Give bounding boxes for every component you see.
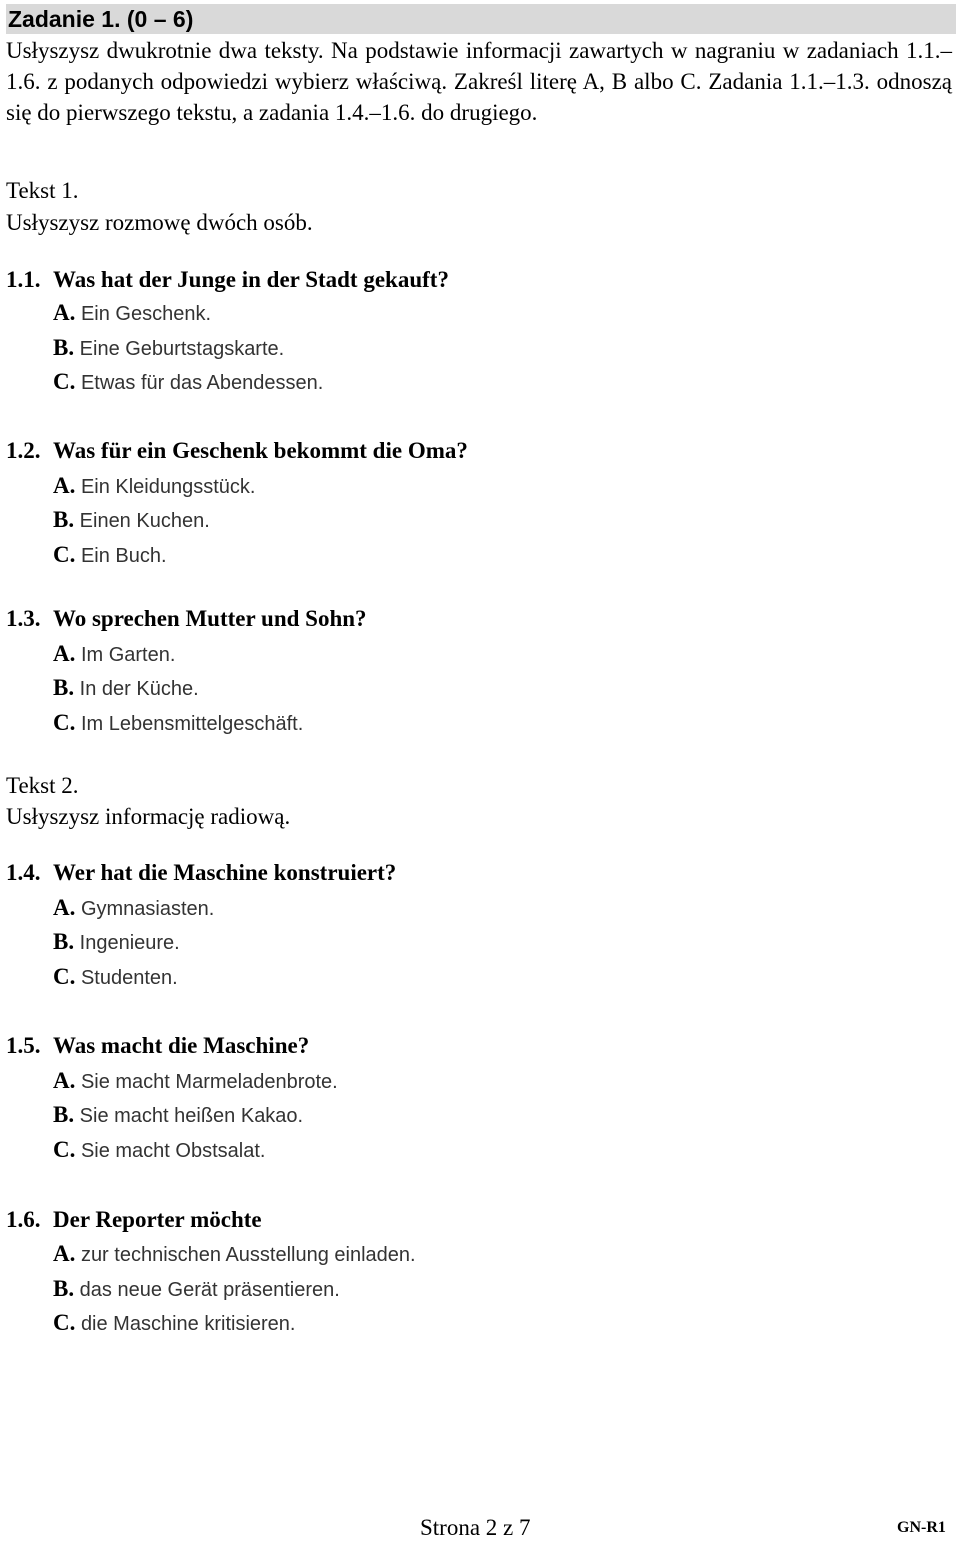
option-letter: C. [53, 1310, 76, 1335]
option-1-1-b[interactable] [53, 334, 284, 363]
option-text: Sie macht heißen Kakao. [79, 1105, 304, 1127]
option-letter: C. [53, 964, 76, 989]
option-1-3-a[interactable] [53, 640, 175, 669]
option-text: Ein Geschenk. [80, 303, 212, 325]
option-letter: B. [53, 675, 75, 700]
option-text: Ein Buch. [80, 545, 167, 567]
option-letter: B. [53, 335, 75, 360]
page-number: Strona 2 z 7 [420, 1515, 531, 1540]
option-1-2-b[interactable] [53, 506, 210, 535]
option-letter: A. [53, 895, 76, 920]
option-letter: A. [53, 473, 76, 498]
option-1-4-c[interactable] [53, 963, 178, 992]
option-letter: A. [53, 1068, 76, 1093]
option-1-5-a[interactable] [53, 1067, 338, 1096]
question-1-3 [6, 605, 367, 633]
option-letter: A. [53, 1241, 76, 1266]
task-instruction: Usłyszysz dwukrotnie dwa teksty. Na podstawie informacji zawartych w nagraniu w zadaniach 1.1.–1.6. z podanych odpowiedzi wybierz właściwą. Zakreśl literę A, B albo C. Zadania 1.1.–1.3. odnoszą się do pierwszego tekstu, a zadania 1.4.–1.6. do drugiego. [6, 38, 952, 125]
text1-title: Tekst 1. [6, 178, 79, 203]
question-text: Was macht die Maschine? [53, 1033, 310, 1058]
option-text: Im Garten. [80, 644, 176, 666]
option-letter: A. [53, 641, 76, 666]
option-text: In der Küche. [79, 678, 199, 700]
option-1-5-b[interactable] [53, 1101, 303, 1130]
option-1-2-c[interactable] [53, 541, 167, 570]
option-text: Ingenieure. [79, 932, 180, 954]
exam-code: GN-R1 [897, 1519, 946, 1536]
option-letter: B. [53, 929, 75, 954]
option-text: Einen Kuchen. [79, 510, 210, 532]
option-text: Gymnasiasten. [80, 898, 215, 920]
option-letter: C. [53, 542, 76, 567]
question-1-2 [6, 437, 468, 465]
option-1-6-a[interactable] [53, 1240, 416, 1269]
option-text: Eine Geburtstagskarte. [79, 338, 285, 360]
question-number: 1.6. [6, 1207, 41, 1232]
question-1-4 [6, 859, 396, 887]
option-letter: C. [53, 1137, 76, 1162]
option-1-3-b[interactable] [53, 674, 199, 703]
question-number: 1.5. [6, 1033, 41, 1058]
option-letter: B. [53, 507, 75, 532]
text2-subtitle: Usłyszysz informację radiową. [6, 804, 291, 829]
question-number: 1.1. [6, 267, 41, 292]
option-text: zur technischen Ausstellung einladen. [80, 1244, 416, 1266]
option-1-3-c[interactable] [53, 709, 303, 738]
question-1-5 [6, 1032, 309, 1060]
text1-subtitle: Usłyszysz rozmowę dwóch osób. [6, 210, 313, 235]
option-text: die Maschine kritisieren. [80, 1313, 296, 1335]
question-text: Was hat der Junge in der Stadt gekauft? [53, 267, 449, 292]
option-text: Studenten. [80, 967, 178, 989]
option-text: das neue Gerät präsentieren. [79, 1279, 340, 1301]
question-text: Wo sprechen Mutter und Sohn? [53, 606, 367, 631]
option-1-6-c[interactable] [53, 1309, 295, 1338]
option-1-2-a[interactable] [53, 472, 255, 501]
option-text: Sie macht Obstsalat. [80, 1140, 266, 1162]
question-number: 1.3. [6, 606, 41, 631]
text2-title: Tekst 2. [6, 773, 79, 798]
option-letter: B. [53, 1102, 75, 1127]
option-letter: C. [53, 369, 76, 394]
question-number: 1.4. [6, 860, 41, 885]
option-text: Im Lebensmittelgeschäft. [80, 713, 304, 735]
option-1-1-c[interactable] [53, 368, 323, 397]
option-text: Sie macht Marmeladenbrote. [80, 1071, 338, 1093]
option-1-4-b[interactable] [53, 928, 180, 957]
option-1-4-a[interactable] [53, 894, 214, 923]
question-1-1 [6, 266, 449, 294]
question-text: Der Reporter möchte [53, 1207, 262, 1232]
task-title: Zadanie 1. (0 – 6) [6, 4, 956, 34]
question-text: Was für ein Geschenk bekommt die Oma? [53, 438, 468, 463]
question-number: 1.2. [6, 438, 41, 463]
option-1-6-b[interactable] [53, 1275, 340, 1304]
option-1-5-c[interactable] [53, 1136, 265, 1165]
question-1-6 [6, 1206, 262, 1234]
option-1-1-a[interactable] [53, 299, 211, 328]
option-letter: B. [53, 1276, 75, 1301]
option-letter: A. [53, 300, 76, 325]
question-text: Wer hat die Maschine konstruiert? [53, 860, 397, 885]
option-text: Etwas für das Abendessen. [80, 372, 324, 394]
option-letter: C. [53, 710, 76, 735]
option-text: Ein Kleidungsstück. [80, 476, 256, 498]
